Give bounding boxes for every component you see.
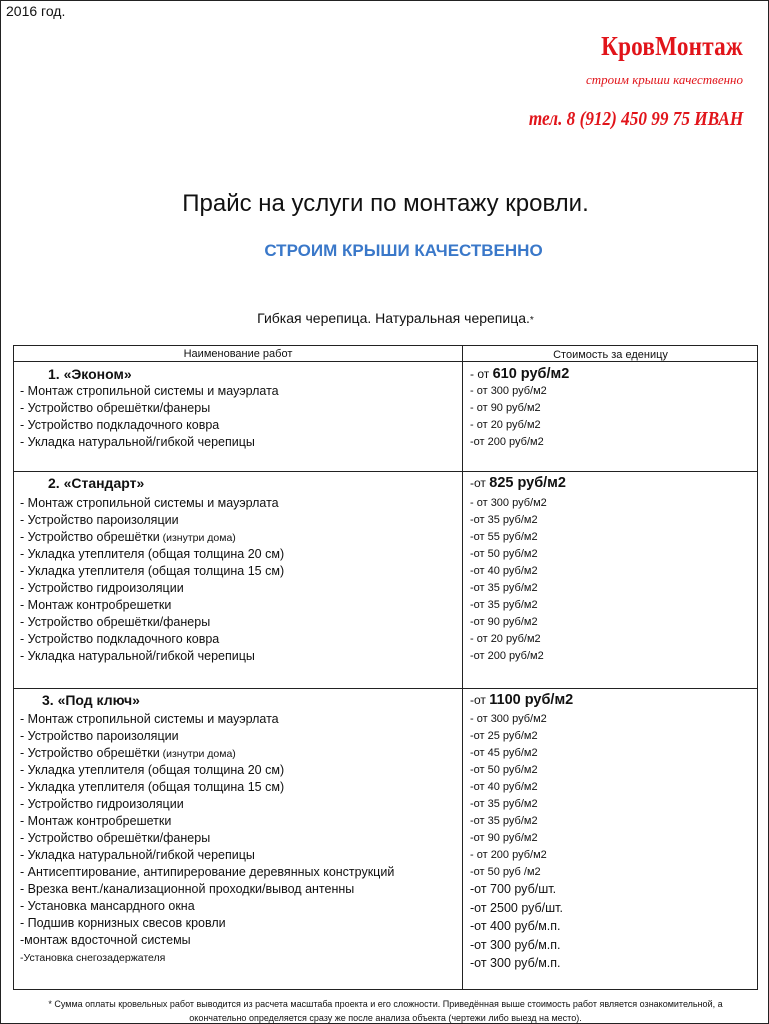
work-item: - Устройство пароизоляции	[20, 513, 179, 527]
footnote-line-1: * Сумма оплаты кровельных работ выводится из расчета масштаба проекта и его сложности. Приведённая выше стоимость работ является ознакомительной, а	[48, 999, 723, 1009]
footnote-line-2: окончательно определяется сразу же после анализа объекта (чертежи либо выезд на место).	[189, 1013, 582, 1023]
work-item: -монтаж вдосточной системы	[20, 933, 191, 947]
year-label: 2016 год.	[6, 3, 66, 19]
price-item: -от 25 руб/м2	[470, 730, 538, 742]
price-item: -от 35 руб/м2	[470, 798, 538, 810]
work-item: - Укладка утеплителя (общая толщина 20 см)	[20, 763, 285, 777]
price-item: -от 35 руб/м2	[470, 514, 538, 526]
materials-line	[1, 310, 769, 326]
work-item: - Монтаж контробрешетки	[20, 598, 172, 612]
work-item: - Укладка утеплителя (общая толщина 20 см)	[20, 547, 285, 561]
price-table	[13, 345, 758, 990]
section-heading: 2. «Стандарт»	[48, 475, 145, 491]
work-item: - Устройство обрешётки (изнутри дома)	[20, 530, 236, 544]
price-item: -от 90 руб/м2	[470, 616, 538, 628]
price-item: - от 300 руб/м2	[470, 497, 547, 509]
price-item: -от 400 руб/м.п.	[470, 919, 561, 933]
work-item: - Монтаж стропильной системы и мауэрлата	[20, 496, 279, 510]
section-heading: 3. «Под ключ»	[42, 692, 140, 708]
section-divider	[14, 471, 757, 472]
section-price	[470, 366, 569, 382]
price-item: -от 35 руб/м2	[470, 582, 538, 594]
work-item: - Устройство обрешётки/фанеры	[20, 831, 211, 845]
brand-name: КровМонтаж	[601, 31, 743, 61]
work-item: - Укладка натуральной/гибкой черепицы	[20, 848, 255, 862]
price-item: -от 2500 руб/шт.	[470, 900, 563, 915]
footnote	[13, 997, 758, 1024]
price-item: -от 200 руб/м2	[470, 650, 544, 662]
materials-text: Гибкая черепица. Натуральная черепица.	[257, 310, 530, 326]
price-item: -от 50 руб /м2	[470, 866, 541, 878]
section-price-value: 825 руб/м2	[489, 475, 566, 491]
price-item: - от 300 руб/м2	[470, 385, 547, 397]
work-item: - Установка мансардного окна	[20, 899, 195, 913]
price-item: -от 40 руб/м2	[470, 781, 538, 793]
price-item: -от 200 руб/м2	[470, 436, 544, 448]
section-heading: 1. «Эконом»	[48, 366, 132, 382]
work-item: - Монтаж контробрешетки	[20, 814, 172, 828]
price-item: -от 45 руб/м2	[470, 747, 538, 759]
work-item: - Укладка утеплителя (общая толщина 15 см)	[20, 564, 285, 578]
work-item: - Устройство подкладочного ковра	[20, 418, 220, 432]
work-item: - Устройство обрешётки/фанеры	[20, 401, 211, 415]
price-item: -от 55 руб/м2	[470, 531, 538, 543]
column-divider	[462, 346, 463, 989]
price-item: -от 50 руб/м2	[470, 764, 538, 776]
contact-phone: тел. 8 (912) 450 99 75 ИВАН	[528, 108, 743, 130]
work-item: - Укладка натуральной/гибкой черепицы	[20, 649, 255, 663]
price-item: - от 20 руб/м2	[470, 419, 541, 431]
footnote-mark: *	[529, 315, 534, 326]
work-item: - Укладка натуральной/гибкой черепицы	[20, 435, 255, 449]
price-item: -от 300 руб/м.п.	[470, 956, 561, 970]
section-price	[470, 475, 566, 491]
price-item: - от 200 руб/м2	[470, 849, 547, 861]
work-item: - Монтаж стропильной системы и мауэрлата	[20, 712, 279, 726]
section-price-value: 610 руб/м2	[492, 366, 570, 382]
work-item: - Устройство гидроизоляции	[20, 797, 184, 811]
work-item: - Устройство обрешётки/фанеры	[20, 615, 211, 629]
page-title: Прайс на услуги по монтажу кровли.	[182, 190, 589, 217]
work-item: - Антисептирование, антипирерование деревянных конструкций	[20, 865, 395, 879]
table-header	[14, 346, 757, 362]
price-item: -от 40 руб/м2	[470, 565, 538, 577]
price-item: -от 300 руб/м.п.	[470, 937, 561, 952]
price-item: -от 90 руб/м2	[470, 832, 538, 844]
work-item: - Врезка вент./канализационной проходки/вывод антенны	[20, 882, 355, 896]
work-item: - Подшив корнизных свесов кровли	[20, 916, 226, 930]
work-item: - Устройство обрешётки (изнутри дома)	[20, 746, 236, 760]
work-item: -Установка снегозадержателя	[20, 952, 166, 964]
price-item: -от 35 руб/м2	[470, 815, 538, 827]
page-subtitle: СТРОИМ КРЫШИ КАЧЕСТВЕННО	[264, 241, 543, 260]
work-item-note: (изнутри дома)	[159, 748, 236, 760]
price-item: - от 90 руб/м2	[470, 402, 541, 414]
price-item: -от 50 руб/м2	[470, 548, 538, 560]
price-item: -от 35 руб/м2	[470, 599, 538, 611]
section-price	[470, 692, 573, 708]
column-header-price: Стоимость за еденицу	[553, 349, 668, 361]
brand-slogan: строим крыши качественно	[585, 72, 743, 87]
price-item: -от 700 руб/шт.	[470, 882, 557, 896]
section-price-prefix: - от	[470, 367, 493, 381]
work-item: - Укладка утеплителя (общая толщина 15 см)	[20, 780, 285, 794]
price-item: - от 300 руб/м2	[470, 713, 547, 725]
price-item: - от 20 руб/м2	[470, 633, 541, 645]
work-item: - Устройство пароизоляции	[20, 729, 179, 743]
work-item: - Устройство подкладочного ковра	[20, 632, 220, 646]
section-price-value: 1100 руб/м2	[489, 692, 574, 708]
section-price-prefix: -от	[470, 476, 490, 490]
section-price-prefix: -от	[470, 693, 490, 707]
column-header-work: Наименование работ	[183, 348, 293, 360]
work-item: - Монтаж стропильной системы и мауэрлата	[20, 384, 279, 398]
section-divider	[14, 688, 757, 689]
work-item: - Устройство гидроизоляции	[20, 581, 184, 595]
work-item-note: (изнутри дома)	[159, 532, 236, 544]
